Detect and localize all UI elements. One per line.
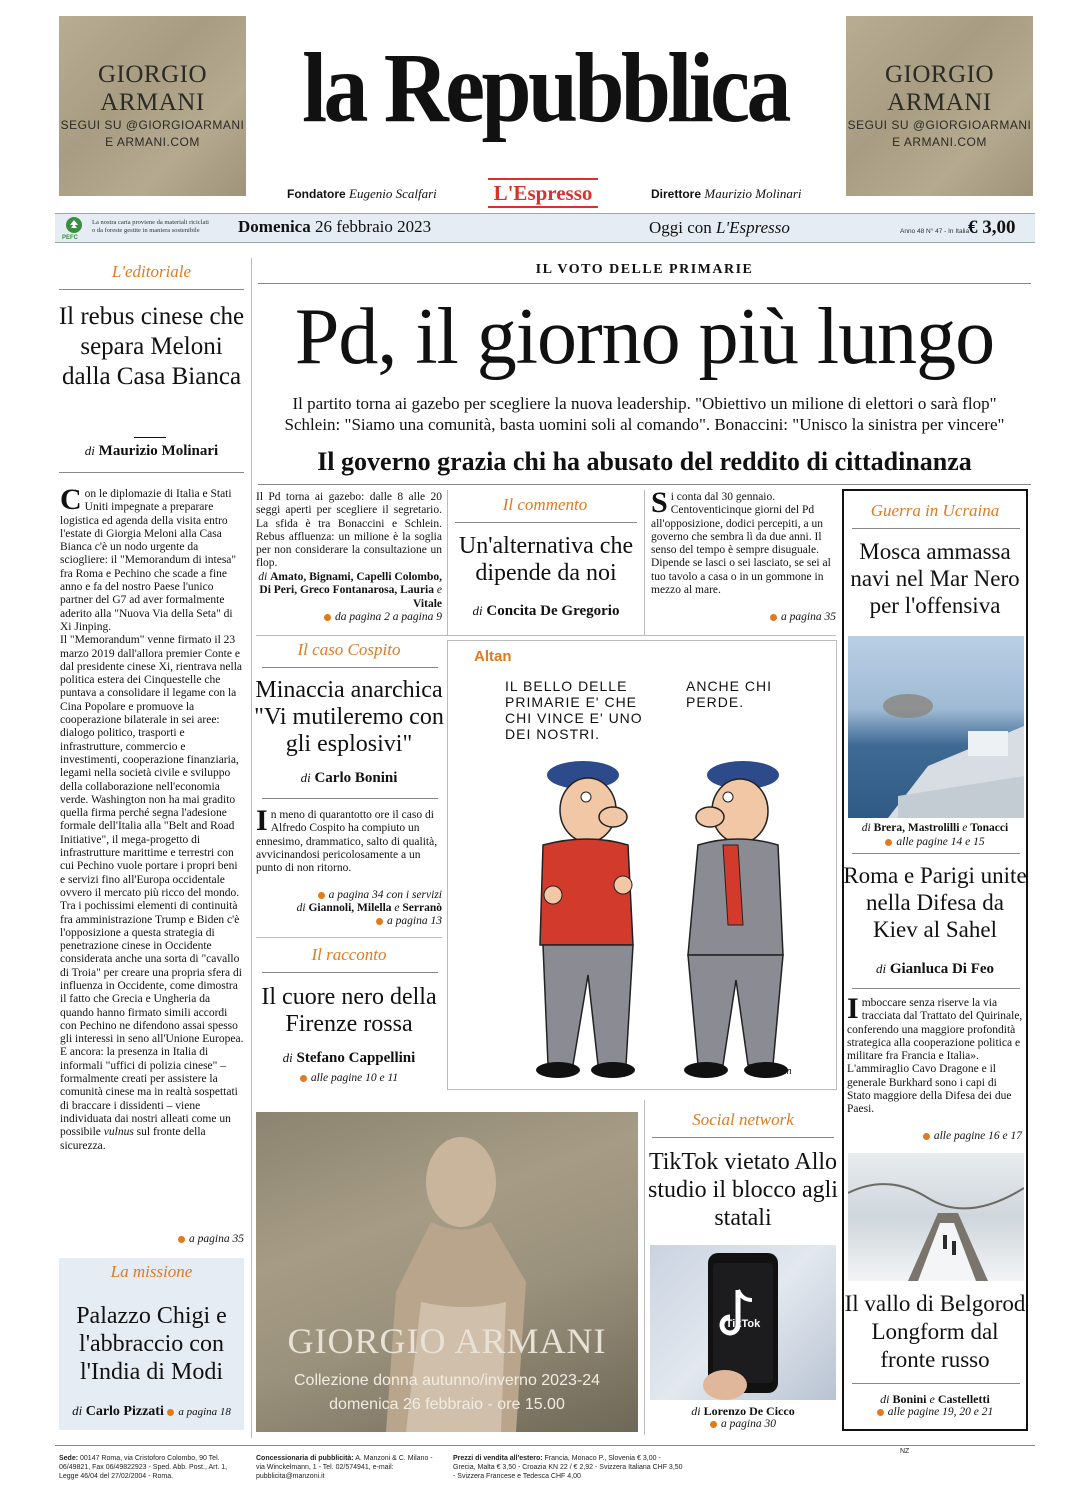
commento-kicker: Il commento bbox=[502, 495, 588, 514]
section-divider bbox=[256, 937, 442, 938]
byline-prefix: di bbox=[72, 1403, 83, 1418]
byline-prefix: di bbox=[84, 443, 95, 458]
ad-brand: GIORGIO ARMANI bbox=[884, 61, 995, 116]
ukraine-authors-3 bbox=[842, 1392, 1028, 1407]
founder-line bbox=[287, 186, 487, 202]
cospito-kicker: Il caso Cospito bbox=[297, 640, 401, 659]
ad-line: E ARMANI.COM bbox=[105, 135, 200, 149]
ukraine-author-2: Gianluca Di Feo bbox=[889, 961, 995, 977]
pefc-label: PEFC bbox=[62, 235, 79, 241]
ad-line: SEGUI SU @GIORGIOARMANI bbox=[847, 118, 1032, 132]
editorial-byline bbox=[59, 443, 244, 460]
commento-ref[interactable] bbox=[651, 611, 836, 623]
editorial-author: Maurizio Molinari bbox=[98, 443, 219, 459]
missione-kicker: La missione bbox=[110, 1262, 193, 1281]
ref-text: a pagina 35 bbox=[781, 611, 836, 623]
altan-bubble-2: ANCHE CHI PERDE. bbox=[686, 678, 773, 710]
missione-title[interactable]: Palazzo Chigi e l'abbraccio con l'India di Modi bbox=[76, 1303, 227, 1385]
social-title[interactable]: TikTok vietato Allo studio il blocco agli statali bbox=[648, 1149, 838, 1231]
dropcap: C bbox=[60, 488, 82, 516]
commento-byline bbox=[450, 603, 642, 620]
ukraine-title-3[interactable]: Il vallo di Belgorod Longform dal fronte russo bbox=[844, 1291, 1026, 1372]
tiktok-label: TikTok bbox=[725, 1318, 761, 1330]
social-kicker: Social network bbox=[692, 1110, 794, 1129]
director-line bbox=[651, 186, 851, 202]
byline-rule bbox=[134, 437, 166, 438]
missione-byline bbox=[59, 1403, 244, 1420]
ref-text: a pagina 18 bbox=[178, 1406, 231, 1418]
editorial-text: on le diplomazie di Italia e Stati Uniti impegnate a preparare logistica ed agenda della visita entro l'estate di Giorgia Meloni alla Casa Bianca c'è un nodo urgente da sciogliere: il "Memorandum di intesa" fra Roma e Pechino che scade a fine anno e fa del nostro Paese l'unico partner del G7 ad aver formalmente aderito alla "Nuova Via della Seta" di Xi Jinping. bbox=[60, 488, 237, 633]
armani-ad-line: Collezione donna autunno/inverno 2023-24 bbox=[293, 1372, 600, 1389]
bullet-icon bbox=[923, 1133, 930, 1140]
pefc-logo-icon bbox=[61, 216, 87, 236]
and: e bbox=[962, 822, 968, 834]
commento-author: Concita De Gregorio bbox=[486, 603, 620, 619]
today-with-pub: L'Espresso bbox=[716, 218, 790, 237]
pefc-note bbox=[92, 219, 232, 235]
editorial-text-2: Il "Memorandum" venne firmato il 23 marzo 2019 dall'allora premier Conte e dal presidente cinese Xi, rientrava nella politica estera dei Cinquestelle che puntava a consolidare il legame con la Cina Popolare e promuove la cooperazione bilaterale in sei aree: dialogo politico, trasporti e infrastrutture, commercio e investimenti, cooperazione finanziaria, legami nella società civile e sviluppo della collaborazione nell'economia verde. Washington non ha mai gradito quella firma perché segna l'adesione formale dell'Italia alla "Belt and Road Initiative", il mega-progetto di infrastrutture marittime e terrestri con cui Pechino vuole portare i propri beni e servizi fino all'Europa occidentale ovvero il mercato più ricco del mondo. Tra i pochissimi elementi di continuità fra amministrazione Trump e Biden c'è l'opposizione a questa strategia di penetrazione cinese in Occidente considerata anche una sorta di "cavallo di Troia" per creare una propria sfera di influenza in Occidente, come dimostra il fatto che Grecia e Ungheria da quando hanno firmato simili accordi con Pechino ne difendono assai spesso gli interessi in seno all'Unione Europea. E ancora: la presenza in Italia di informali "uffici di polizia cinese" – formalmente creati per assistere la comunità cinese ma in realtà sospettati di braccare i dissidenti – viene individuata dai nostri alleati come un possibile bbox=[60, 634, 244, 1139]
bullet-icon bbox=[885, 839, 892, 846]
ukraine-title-2[interactable]: Roma e Parigi unite nella Difesa da Kiev al Sahel bbox=[843, 863, 1027, 942]
divider bbox=[852, 1383, 1020, 1384]
director-label: Direttore bbox=[651, 187, 702, 201]
divider bbox=[852, 988, 1020, 989]
editorial-ref[interactable] bbox=[59, 1233, 244, 1245]
and: e bbox=[929, 1392, 935, 1406]
ukraine-authors: Bonini bbox=[892, 1392, 927, 1406]
ukraine-authors: Brera, Mastrolilli bbox=[873, 822, 960, 834]
issue-number: Anno 48 N° 47 - In Italia bbox=[900, 228, 970, 235]
bullet-icon bbox=[318, 892, 325, 899]
pefc-note-line: La nostra carta proviene da materiali riciclati bbox=[92, 219, 209, 226]
armani-ad-line: domenica 26 febbraio - ore 15.00 bbox=[329, 1396, 565, 1413]
racconto-kicker: Il racconto bbox=[311, 945, 387, 964]
racconto-title[interactable]: Il cuore nero della Firenze rossa bbox=[261, 984, 437, 1037]
deck-line: Il partito torna ai gazebo per scegliere la nuova leadership. "Obiettivo un milione di elettori o sarà flop" bbox=[292, 394, 997, 413]
price: € 3,00 bbox=[968, 217, 1016, 238]
ad-line: E ARMANI.COM bbox=[892, 135, 987, 149]
social-byline bbox=[650, 1404, 836, 1419]
ukraine-authors-last: Castelletti bbox=[937, 1392, 990, 1406]
byline-prefix: di bbox=[875, 961, 887, 976]
masthead-logo[interactable]: la Repubblica bbox=[302, 32, 788, 143]
and: e bbox=[394, 902, 400, 914]
today-with-label: Oggi con bbox=[649, 218, 712, 237]
ref-text: a pagina 35 bbox=[189, 1233, 244, 1245]
footer-concessionaria bbox=[256, 1454, 441, 1481]
dropcap: I bbox=[256, 804, 268, 837]
editorial-body bbox=[60, 488, 244, 1228]
cospito-authors-last: Serranò bbox=[402, 902, 442, 914]
ref-text: da pagina 2 a pagina 9 bbox=[334, 611, 442, 623]
snow-trench-icon bbox=[848, 1153, 1024, 1281]
altan-label: Altan bbox=[474, 648, 512, 665]
pefc-note-line: o da foreste gestite in maniera sostenibile bbox=[92, 227, 200, 234]
divider bbox=[262, 972, 438, 973]
footer-text: A. Manzoni & C. Milano - via Winckelmann, 1 - Tel. 02/574941, e-mail: pubblicita@manzoni.it bbox=[256, 1455, 433, 1480]
ad-brand: GIORGIO ARMANI bbox=[97, 61, 208, 116]
bullet-icon bbox=[710, 1421, 717, 1428]
issue-date bbox=[238, 217, 431, 237]
ukraine-ref-3[interactable] bbox=[842, 1406, 1028, 1418]
ukraine-kicker: Guerra in Ucraina bbox=[870, 501, 1000, 520]
bullet-icon bbox=[770, 614, 777, 621]
divider bbox=[852, 853, 1020, 854]
today-with bbox=[649, 218, 790, 238]
ukraine-authors-1 bbox=[842, 822, 1028, 834]
divider bbox=[262, 667, 438, 668]
footer-sede bbox=[59, 1454, 244, 1481]
bullet-icon bbox=[324, 614, 331, 621]
altan-bubble-1: IL BELLO DELLE PRIMARIE E' CHE CHI VINCE E' UNO DEI NOSTRI. bbox=[505, 678, 643, 742]
cospito-text: n meno di quarantotto ore il caso di Alfredo Cospito ha compiuto un ennesimo, drammatico, salto di qualità, avvicinandosi pericolosamente a un punto di non ritorno. bbox=[256, 809, 438, 875]
espresso-logo[interactable]: L'Espresso bbox=[488, 178, 598, 208]
byline-prefix: di bbox=[691, 1404, 701, 1418]
ref-text: a pagina 13 bbox=[387, 915, 442, 927]
byline-prefix: di bbox=[258, 571, 268, 583]
divider bbox=[258, 484, 1031, 485]
racconto-author: Stefano Cappellini bbox=[296, 1050, 416, 1066]
bullet-icon bbox=[376, 918, 383, 925]
ref-text: a pagina 30 bbox=[721, 1418, 776, 1430]
ref-text: alle pagine 19, 20 e 21 bbox=[887, 1406, 994, 1418]
commento-title[interactable]: Un'alternativa che dipende da noi bbox=[458, 533, 634, 586]
section-divider bbox=[256, 635, 836, 636]
armani-ad-brand: GIORGIO ARMANI bbox=[287, 1321, 607, 1361]
racconto-ref[interactable] bbox=[256, 1072, 442, 1084]
cospito-body bbox=[256, 804, 442, 875]
lead-headline[interactable]: Pd, il giorno più lungo bbox=[294, 293, 995, 381]
issue-date-text: 26 febbraio 2023 bbox=[314, 217, 432, 236]
divider bbox=[455, 522, 637, 523]
warship-icon bbox=[848, 636, 1024, 818]
director-name: Maurizio Molinari bbox=[704, 186, 802, 201]
column-divider bbox=[644, 490, 645, 635]
dropcap: I bbox=[847, 992, 859, 1025]
divider bbox=[852, 528, 1020, 529]
footer-rule bbox=[55, 1445, 1035, 1446]
divider bbox=[652, 1137, 834, 1138]
footer-prezzi bbox=[453, 1454, 683, 1481]
byline-prefix: di bbox=[880, 1392, 890, 1406]
ukraine-ref-1[interactable] bbox=[842, 836, 1028, 848]
racconto-byline bbox=[256, 1050, 442, 1067]
column-divider bbox=[251, 258, 252, 1438]
cospito-authors bbox=[256, 902, 442, 914]
deck-line: Schlein: "Siamo una comunità, basta uomini soli al comando". Bonaccini: "Unisco la sinistra per vincere" bbox=[284, 415, 1005, 434]
cospito-author: Carlo Bonini bbox=[314, 770, 398, 786]
issue-day: Domenica bbox=[238, 217, 311, 236]
editorial-title[interactable]: Il rebus cinese che separa Meloni dalla Casa Bianca bbox=[58, 303, 245, 390]
byline-prefix: di bbox=[861, 822, 871, 834]
ukraine-byline-2 bbox=[842, 961, 1028, 978]
lead-authors-names: Amato, Bignami, Capelli Colombo, Di Peri, Greco Fontanarosa, Lauria bbox=[259, 571, 442, 597]
footer-label: Prezzi di vendita all'estero: bbox=[453, 1455, 543, 1462]
ad-line: SEGUI SU @GIORGIOARMANI bbox=[60, 118, 245, 132]
byline-prefix: di bbox=[296, 902, 306, 914]
ukraine-text: mboccare senza riserve la via tracciata dal Trattato del Quirinale, conferendo una maggiore profondità strategica alla cooperazione politica e militare fra Francia e Italia». L'ammiraglio Cavo Dragone e il generale Burkhard sono i capi di Stato maggiore della Difesa dei due Paesi. bbox=[847, 997, 1023, 1116]
founder-label: Fondatore bbox=[287, 187, 346, 201]
footer-text: 00147 Roma, via Cristoforo Colombo, 90 Tel. 06/49821, Fax 06/49822923 - Sped. Abb. Post., Art. 1, Legge 46/04 del 27/02/2004 - Roma. bbox=[59, 1455, 228, 1480]
cospito-ref2[interactable] bbox=[256, 915, 442, 927]
cospito-authors-names: Giannoli, Milella bbox=[308, 902, 392, 914]
footer-text: Francia, Monaco P., Slovenia € 3,00 - Grecia, Malta € 3,50 - Croazia KN 22 / € 2,92 - Svizzera Italiana CHF 3,50 - Svizzera Francese e Tedesca CHF 4,00 bbox=[453, 1455, 683, 1480]
altan-signature: Altan bbox=[770, 1066, 792, 1077]
column-divider bbox=[447, 490, 448, 635]
divider bbox=[258, 283, 1031, 284]
footer-label: Sede: bbox=[59, 1455, 79, 1462]
altan-drawing bbox=[448, 745, 836, 1085]
byline-prefix: di bbox=[472, 603, 483, 618]
second-headline[interactable]: Il governo grazia chi ha abusato del reddito di cittadinanza bbox=[317, 447, 972, 476]
byline-prefix: di bbox=[300, 770, 311, 785]
lead-kicker: IL VOTO DELLE PRIMARIE bbox=[535, 262, 754, 277]
bullet-icon bbox=[877, 1409, 884, 1416]
commento-body bbox=[651, 486, 836, 597]
editorial-text-end: sul fronte della sicurezza. bbox=[60, 1126, 206, 1152]
bullet-icon bbox=[167, 1409, 174, 1416]
armani-ad-right[interactable] bbox=[846, 16, 1033, 196]
cospito-title[interactable]: Minaccia anarchica "Vi mutileremo con gli esplosivi" bbox=[254, 677, 444, 757]
lead-authors bbox=[256, 571, 442, 611]
lead-deck bbox=[258, 393, 1031, 435]
ref-text: alle pagine 16 e 17 bbox=[933, 1130, 1022, 1142]
social-author: Lorenzo De Cicco bbox=[703, 1404, 795, 1418]
ref-text: alle pagine 14 e 15 bbox=[896, 836, 985, 848]
ref-text: alle pagine 10 e 11 bbox=[310, 1072, 399, 1084]
ukraine-title-1[interactable]: Mosca ammassa navi nel Mar Nero per l'offensiva bbox=[850, 539, 1020, 618]
armani-ad-left[interactable] bbox=[59, 16, 246, 196]
founder-name: Eugenio Scalfari bbox=[349, 186, 437, 201]
bullet-icon bbox=[300, 1075, 307, 1082]
lead-authors-last: Vitale bbox=[413, 597, 442, 610]
dropcap: S bbox=[651, 486, 668, 519]
ukraine-ref-2[interactable] bbox=[842, 1130, 1022, 1142]
column-divider bbox=[644, 1100, 645, 1435]
lead-ref[interactable] bbox=[256, 611, 442, 623]
footer-code: NZ bbox=[900, 1448, 910, 1455]
ref-text: a pagina 34 con i servizi bbox=[328, 889, 442, 901]
divider bbox=[262, 798, 438, 799]
byline-prefix: di bbox=[282, 1050, 293, 1065]
lead-body: Il Pd torna ai gazebo: dalle 8 alle 20 seggi aperti per scegliere il segretario. La sfida è tra Bonaccini e Schlein. Rebus affluenza: un milione è la soglia per non considerare la consultazione un flop. bbox=[256, 491, 442, 570]
cospito-ref1[interactable] bbox=[256, 889, 442, 901]
divider bbox=[59, 472, 244, 473]
editorial-italic: vulnus bbox=[103, 1126, 134, 1139]
divider bbox=[59, 289, 244, 290]
social-ref[interactable] bbox=[650, 1418, 836, 1430]
ukraine-authors-last: Tonacci bbox=[970, 822, 1009, 834]
editorial-kicker: L'editoriale bbox=[111, 262, 192, 281]
cospito-byline bbox=[256, 770, 442, 787]
footer-label: Concessionaria di pubblicità: bbox=[256, 1455, 354, 1462]
missione-author: Carlo Pizzati bbox=[85, 1404, 164, 1419]
commento-text: i conta dal 30 gennaio. Centoventicinque giorni del Pd all'opposizione, dodici percepiti, a un governo che sembra lì da due anni. Il senso del tempo è sempre disuguale. Dipende se lasci o sei lasciato, se sei al tuo tavolo a casa o in un gommone in mezzo al mare. bbox=[651, 491, 831, 597]
ukraine-body bbox=[847, 992, 1023, 1117]
and: e bbox=[436, 584, 442, 597]
bullet-icon bbox=[178, 1236, 185, 1243]
